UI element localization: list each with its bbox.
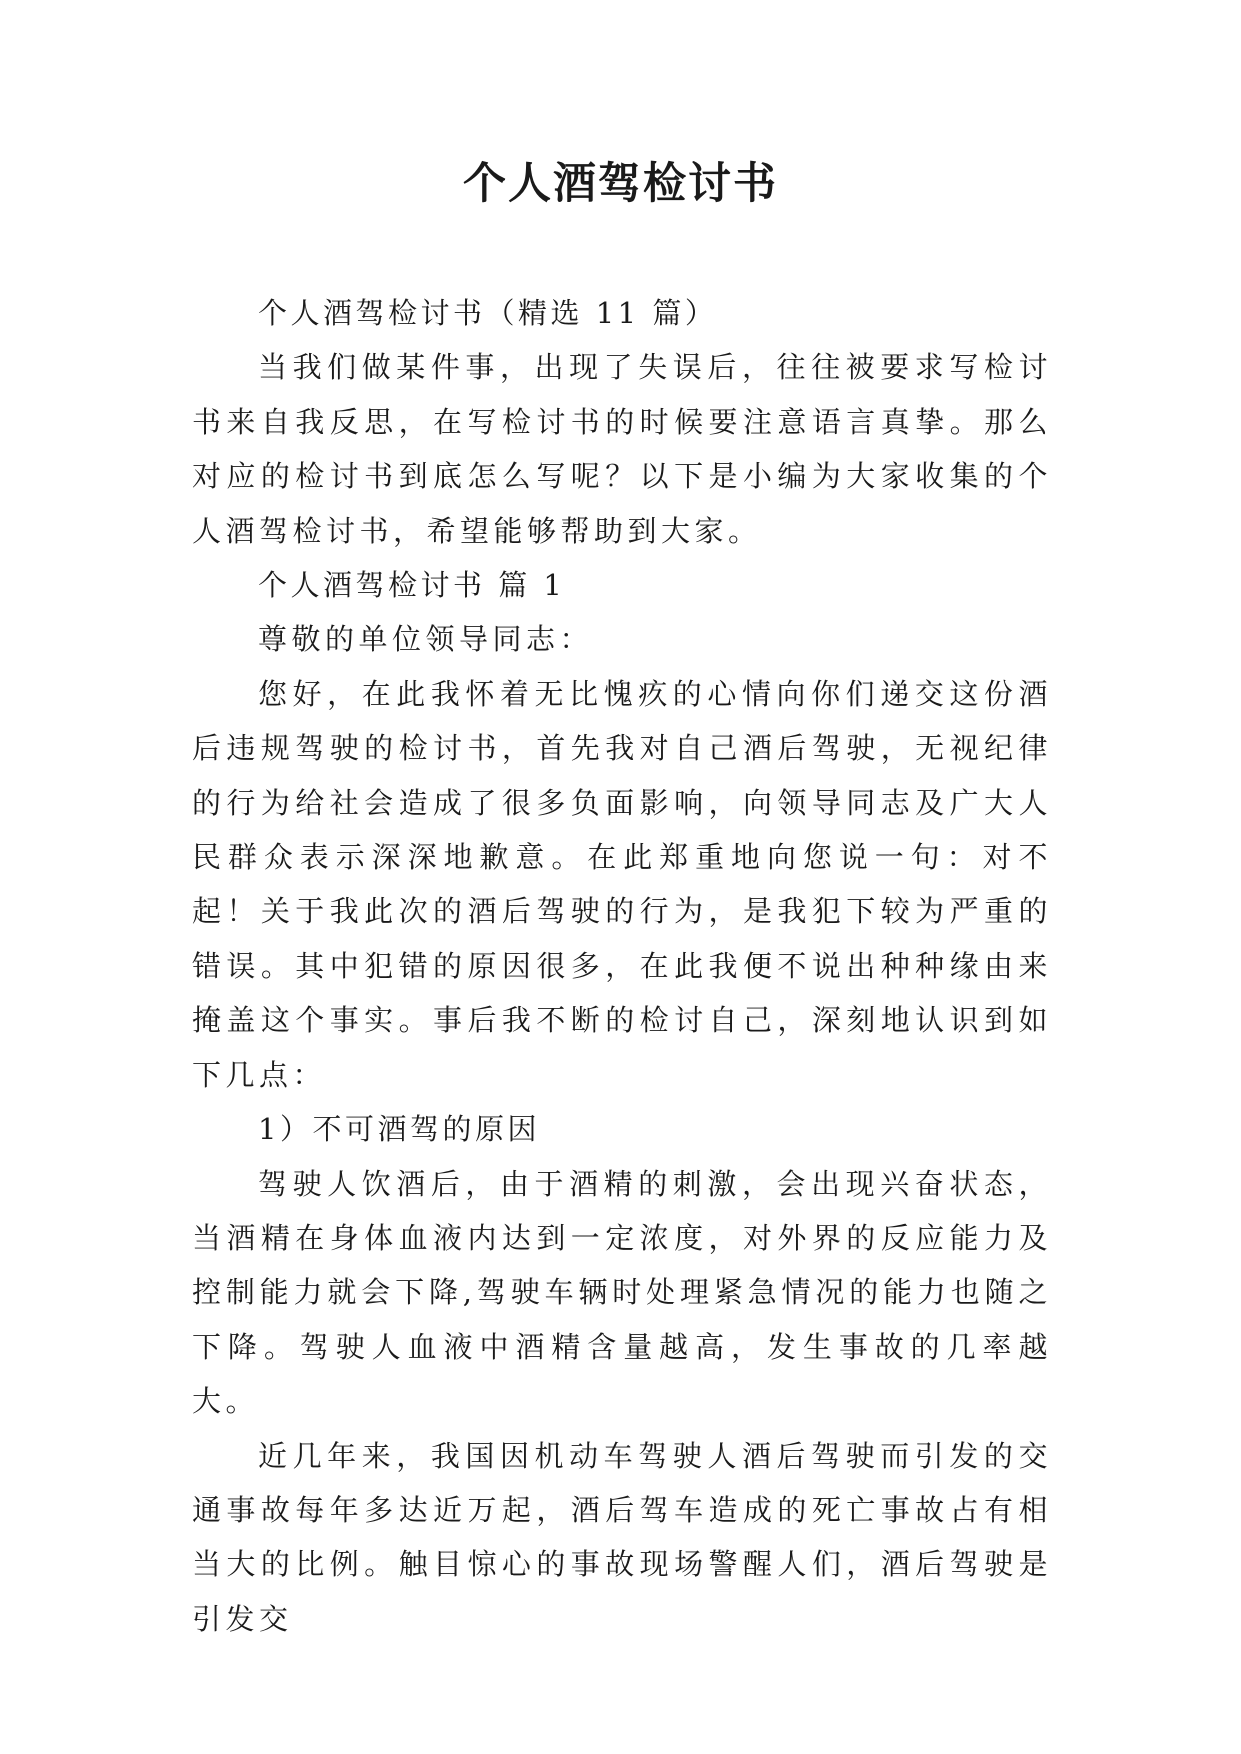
salutation-paragraph: 尊敬的单位领导同志： — [258, 622, 594, 657]
document-body — [192, 286, 1052, 1646]
point-heading: 1）不可酒驾的原因 — [258, 1112, 540, 1147]
body-paragraph: 近几年来，我国因机动车驾驶人酒后驾驶而引发的交通事故每年多达近万起，酒后驾车造成的死亡事故占有相当大的比例。触目惊心的事故现场警醒人们，酒后驾驶是引发交 — [192, 1438, 1052, 1636]
body-paragraph: 您好，在此我怀着无比愧疚的心情向你们递交这份酒后违规驾驶的检讨书，首先我对自己酒后驾驶，无视纪律的行为给社会造成了很多负面影响，向领导同志及广大人民群众表示深深地歉意。在此郑重地向您说一句：对不起！关于我此次的酒后驾驶的行为，是我犯下较为严重的错误。其中犯错的原因很多，在此我便不说出种种缘由来掩盖这个事实。事后我不断的检讨自己，深刻地认识到如下几点： — [192, 676, 1052, 1092]
subtitle-paragraph: 个人酒驾检讨书（精选 11 篇） — [258, 296, 718, 330]
body-paragraph: 驾驶人饮酒后，由于酒精的刺激，会出现兴奋状态，当酒精在身体血液内达到一定浓度，对外界的反应能力及控制能力就会下降,驾驶车辆时处理紧急情况的能力也随之下降。驾驶人血液中酒精含量越高，发生事故的几率越大。 — [192, 1166, 1052, 1419]
document-title: 个人酒驾检讨书 — [463, 159, 778, 209]
section-heading: 个人酒驾检讨书 篇 1 — [258, 568, 566, 603]
intro-paragraph: 当我们做某件事，出现了失误后，往往被要求写检讨书来自我反思，在写检讨书的时候要注意语言真挚。那么对应的检讨书到底怎么写呢？以下是小编为大家收集的个人酒驾检讨书，希望能够帮助到大家。 — [192, 350, 1052, 548]
